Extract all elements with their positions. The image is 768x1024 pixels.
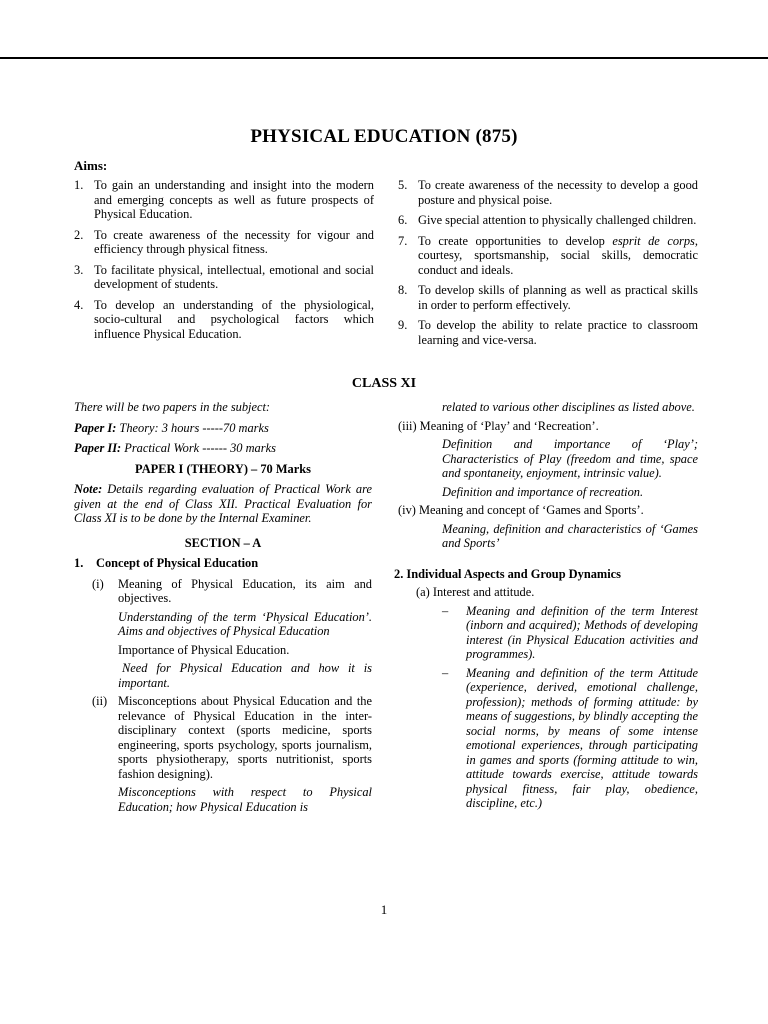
topic-heading — [74, 556, 372, 571]
aim-text: To create awareness of the necessity for vigour and efficiency through physical fitness. — [94, 227, 374, 256]
aim-text: To gain an understanding and insight into the modern and emerging concepts as well as future prospects of Physical Education. — [94, 178, 374, 221]
paper-heading: PAPER I (THEORY) – 70 Marks — [135, 461, 311, 476]
subtopic-iv: (iv) Meaning and concept of ‘Games and Sports’. — [398, 503, 644, 517]
aim-text-part: To create opportunities to develop — [418, 233, 613, 248]
left-column — [74, 400, 372, 814]
aim-text: Give special attention to physically challenged children. — [418, 213, 697, 227]
aim-text: To develop skills of planning as well as practical skills in order to perform effectively. — [418, 283, 698, 312]
subtopic-text: Misconceptions about Physical Education and the relevance of Physical Education in the inter-disciplinary context (sports medicine, sports engineering, sports psychology, sports journalism, sports physiotherapy, sports nutritionist, sports fashion designing). — [118, 694, 372, 781]
aim-number: 5. — [398, 178, 408, 192]
dash-text: Meaning and definition of the term Attitude (experience, derived, emotional challenge, profession); methods of forming attitude: by means of suggestions, by blindly accepting the social norms, by means of some intense emotional experiences, through participating in games and sports (forming attitude to win, attitude towards exercise, attitude towards physical fitness, fair play, obedience, discipline, etc.) — [466, 665, 698, 810]
aim-number: 1. — [74, 178, 84, 192]
aims-list-right — [398, 178, 698, 353]
paper1-label: Paper I: — [74, 420, 117, 435]
aim-number: 3. — [74, 262, 84, 277]
class-heading: CLASS XI — [351, 376, 417, 391]
aim-text — [418, 234, 698, 278]
dash-bullet: – — [442, 665, 449, 680]
subtopic-detail: Understanding of the term ‘Physical Education’. Aims and objectives of Physical Education — [118, 609, 372, 638]
aim-number: 2. — [74, 227, 84, 242]
aim-text-italic: esprit de corps — [612, 233, 695, 248]
subtopic-iii: (iii) Meaning of ‘Play’ and ‘Recreation’. — [398, 418, 599, 433]
topic-number: 1. — [74, 556, 84, 570]
aim-item — [398, 213, 698, 228]
page-number: 1 — [380, 902, 388, 917]
subtopic-a: (a) Interest and attitude. — [416, 585, 535, 599]
aim-item — [74, 263, 374, 292]
aim-number: 6. — [398, 213, 408, 227]
aim-number: 4. — [74, 297, 84, 312]
note-text: Details regarding evaluation of Practical Work are given at the end of Class XII. Practical Evaluation for Class XI is to be done by the Internal Examiner. — [74, 482, 372, 525]
page-title: PHYSICAL EDUCATION (875) — [250, 126, 518, 147]
aim-number: 9. — [398, 318, 408, 332]
aim-item — [398, 318, 698, 347]
dash-list-item — [398, 604, 698, 662]
aim-item — [74, 228, 374, 257]
subtopic-label: (i) — [92, 576, 104, 591]
aim-text: To create awareness of the necessity to develop a good posture and physical poise. — [418, 178, 698, 207]
paper2-label: Paper II: — [74, 441, 122, 455]
aim-text: To facilitate physical, intellectual, emotional and social development of students. — [94, 262, 374, 291]
subtopic-detail: Definition and importance of recreation. — [442, 484, 644, 499]
section-heading: SECTION – A — [184, 535, 262, 550]
continued-detail: related to various other disciplines as listed above. — [442, 400, 695, 414]
aim-text: To develop the ability to relate practice to classroom learning and vice-versa. — [418, 318, 698, 347]
aims-heading: Aims: — [74, 158, 108, 173]
subtopic-detail: Importance of Physical Education. — [118, 642, 290, 657]
topic-heading: 2. Individual Aspects and Group Dynamics — [394, 566, 621, 581]
aim-item — [398, 178, 698, 207]
dash-list-item — [398, 666, 698, 811]
note — [74, 482, 372, 526]
paper1-text: Theory: 3 hours -----70 marks — [116, 420, 269, 435]
paper2-text: Practical Work ------ 30 marks — [121, 441, 276, 455]
aim-number: 7. — [398, 233, 408, 248]
subtopic-detail: Meaning, definition and characteristics of ‘Games and Sports’ — [442, 521, 698, 550]
paper2-line — [74, 441, 372, 456]
topic-title: Concept of Physical Education — [96, 556, 259, 570]
aim-item — [398, 283, 698, 312]
subtopic-detail: Need for Physical Education and how it is important. — [118, 661, 372, 690]
note-label: Note: — [74, 482, 103, 496]
aim-item — [74, 298, 374, 342]
dash-bullet: – — [442, 603, 449, 618]
subtopic-text: Meaning of Physical Education, its aim and objectives. — [118, 576, 372, 605]
aim-number: 8. — [398, 283, 408, 297]
subtopic-i — [74, 577, 372, 606]
aim-item — [74, 178, 374, 222]
subtopic-ii — [74, 694, 372, 781]
paper1-line — [74, 421, 372, 436]
subtopic-detail: Misconceptions with respect to Physical Education; how Physical Education is — [118, 785, 372, 814]
subtopic-detail: Definition and importance of ‘Play’; Characteristics of Play (freedom and time, space and spontaneity, enjoyment, intrinsic value). — [442, 437, 698, 480]
aim-text: To develop an understanding of the physiological, socio-cultural and psychological factors which influence Physical Education. — [94, 297, 374, 341]
right-column — [394, 400, 698, 811]
aims-list-left — [74, 178, 374, 347]
top-rule — [0, 57, 768, 59]
dash-text: Meaning and definition of the term Interest (inborn and acquired); Methods of developing interest (in Physical Education activities and programmes). — [466, 603, 698, 661]
papers-intro: There will be two papers in the subject: — [74, 400, 271, 414]
aim-text-part: , courtesy, sportsmanship, social skills, democratic conduct and ideals. — [418, 233, 698, 277]
subtopic-label: (ii) — [92, 694, 108, 708]
aim-item — [398, 234, 698, 278]
